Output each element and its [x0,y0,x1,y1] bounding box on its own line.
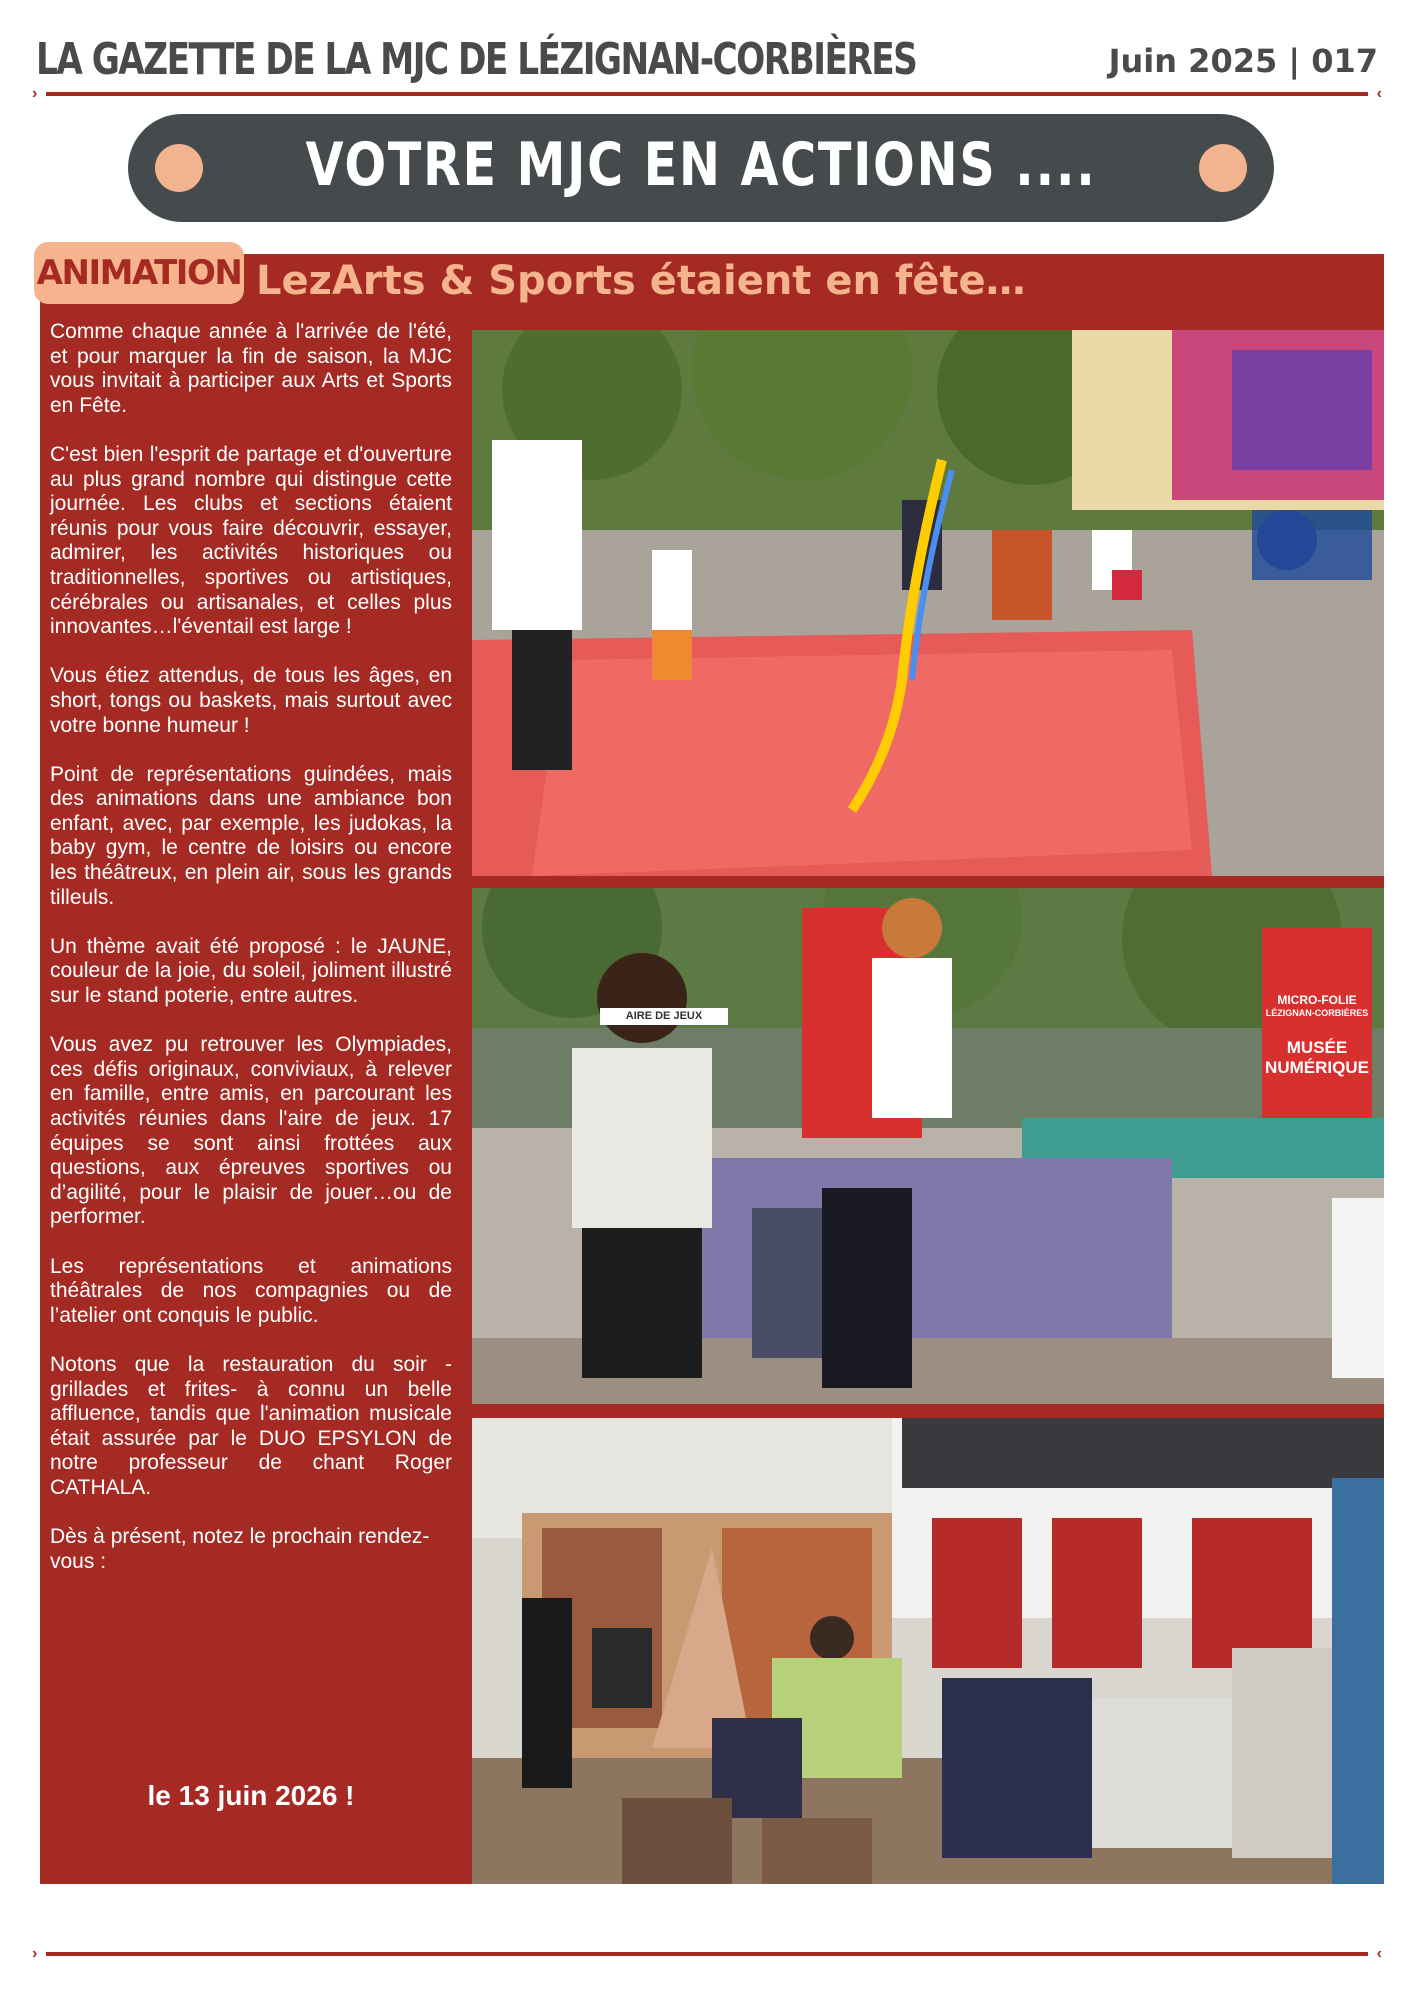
closing-date: le 13 juin 2026 ! [147,1780,355,1811]
article-paragraph: Dès à présent, notez le prochain rendez-vous : [50,1525,430,1573]
museum-sign: MUSÉE NUMÉRIQUE [1265,1038,1369,1077]
photo-theatre-audience [472,1418,1384,1884]
photo-outdoor-dance [472,330,1384,876]
article-paragraph: Les représentations et animations théâtrales de nos compagnies ou de l’atelier ont conquis le public. [50,1254,452,1327]
section-tag: ANIMATION [34,242,244,304]
article-paragraph: Notons que la restauration du soir - grillades et frites- à connu un belle affluence, tandis que l'animation musicale était assurée par le DUO EPSYLON de notre professeur de chant Roger CATHALA. [50,1352,452,1499]
section-banner [128,114,1274,222]
microfolie-sign-line: MICRO-FOLIE [1277,993,1357,1007]
rule-arrow-left-icon: › [32,1945,38,1962]
article-paragraph: Comme chaque année à l'arrivée de l'été, et pour marquer la fin de saison, la MJC vous invitait à participer aux Arts et Sports en Fête. [50,320,452,417]
article-body [50,320,452,1574]
playground-sign: AIRE DE JEUX [600,1008,728,1025]
banner-title: VOTRE MJC EN ACTIONS .... [305,130,1097,200]
rule-arrow-right-icon: ‹ [1376,1945,1382,1962]
bottom-rule [32,1945,1382,1962]
microfolie-sign-line: LÉZIGNAN-CORBIÈRES [1265,1007,1369,1018]
article-paragraph: Un thème avait été proposé : le JAUNE, couleur de la joie, du soleil, joliment illustré sur le stand poterie, entre autres. [50,934,452,1008]
article-title: LezArts & Sports étaient en fête… [256,258,1026,304]
photo-microfolie-stand [472,888,1384,1404]
banner-dot-left-icon [155,144,203,192]
banner-dot-right-icon [1199,144,1247,192]
rule-arrow-left-icon: › [32,85,38,102]
top-rule [32,85,1382,102]
article-paragraph: Vous étiez attendus, de tous les âges, en short, tongs ou baskets, mais surtout avec votre bonne humeur ! [50,664,452,737]
microfolie-sign-title [1262,994,1372,1018]
article-paragraph: Vous avez pu retrouver les Olympiades, ces défis originaux, conviviaux, à relever en famille, entre amis, en parcourant les activités réunies dans l'aire de jeux. 17 équipes se sont ainsi frottées aux questions, aux épreuves sportives ou d’agilité, pour le plaisir de jouer…ou de performer. [50,1033,452,1229]
article-paragraph: Point de représentations guindées, mais des animations dans une ambiance bon enfant, avec, par exemple, les judokas, la baby gym, le centre de loisirs ou encore les théâtreux, en plein air, sous les grands tilleuls. [50,762,452,909]
article-paragraph: C'est bien l'esprit de partage et d'ouverture au plus grand nombre qui distingue cette journée. Les clubs et sections étaient réunis pour vous faire découvrir, essayer, admirer, les activités historiques ou traditionnelles, sportives ou artistiques, cérébrales ou artisanales, et celles plus innovantes…l'éventail est large ! [50,442,452,639]
masthead-issue: Juin 2025 | 017 [1108,42,1378,80]
rule-arrow-right-icon: ‹ [1376,85,1382,102]
masthead-title: LA GAZETTE DE LA MJC DE LÉZIGNAN-CORBIÈRES [36,34,917,85]
